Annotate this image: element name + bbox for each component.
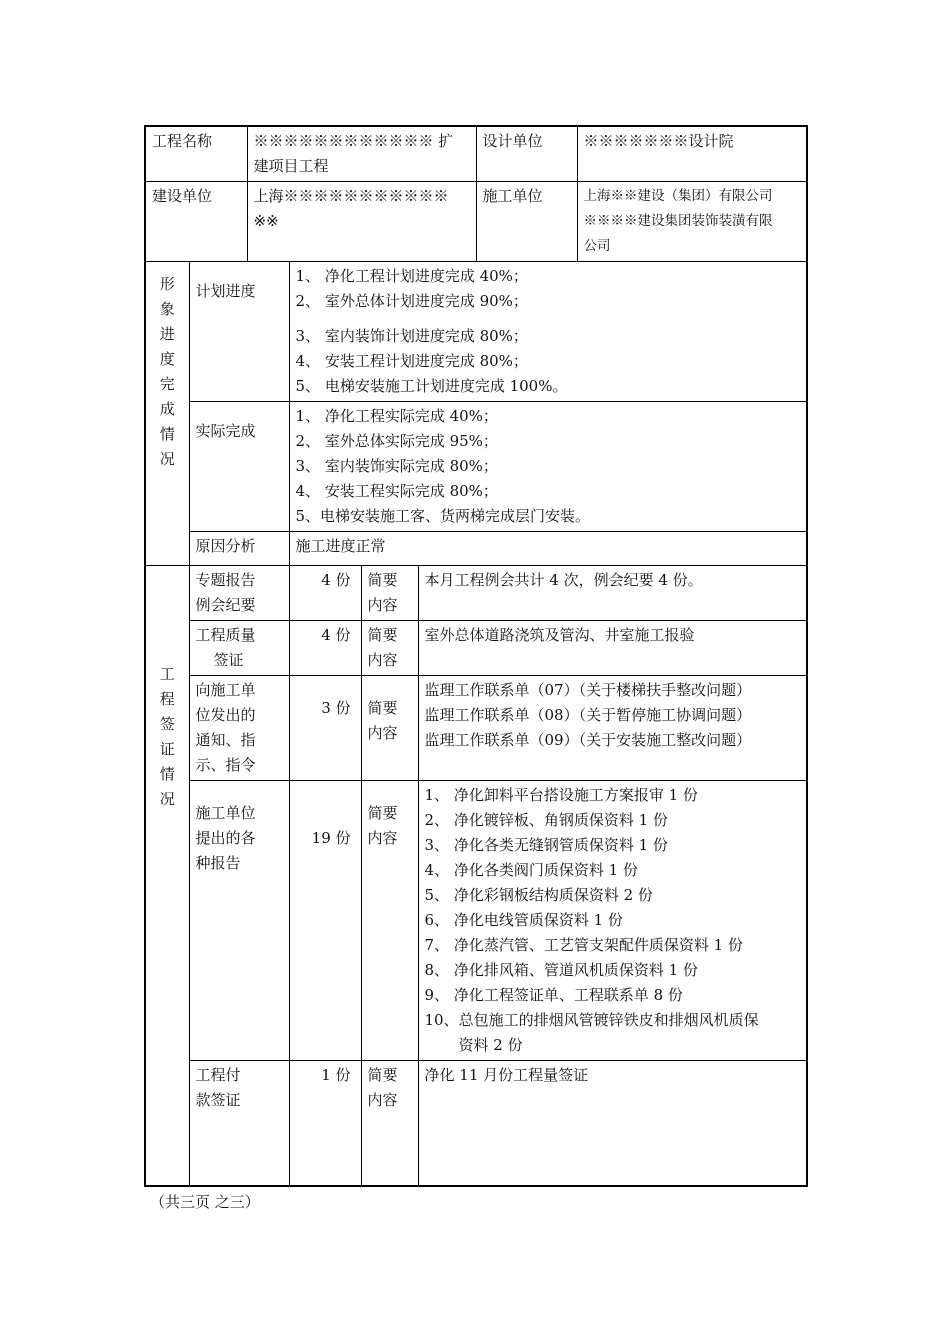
reason-label: 原因分析	[189, 532, 289, 566]
list-item: 监理工作联系单（07）（关于楼梯扶手整改问题）	[424, 681, 752, 699]
list-item: 资料 2 份	[458, 1036, 523, 1054]
visa-count: 3 份	[289, 676, 361, 781]
visa-item-label: 工程付 款签证	[189, 1061, 289, 1186]
project-name-label: 工程名称	[145, 126, 247, 182]
visa-count: 1 份	[289, 1061, 361, 1186]
visa-row-reports	[145, 781, 807, 1061]
visa-content	[418, 676, 807, 781]
list-item: 4、 净化各类阀门质保资料 1 份	[424, 861, 638, 879]
list-item: 5、电梯安装施工客、货两梯完成层门安装。	[295, 507, 591, 525]
reason-value: 施工进度正常	[289, 532, 807, 566]
page-number-note: （共三页 之三）	[150, 1193, 260, 1211]
list-item: 10、总包施工的排烟风管镀锌铁皮和排烟风机质保	[424, 1011, 759, 1029]
progress-section-label: 形 象 进 度 完 成 情 况	[145, 262, 189, 566]
visa-row-meeting	[145, 566, 807, 621]
header-row-project	[145, 126, 807, 182]
list-item: 2、 室外总体计划进度完成 90%；	[295, 292, 528, 310]
design-unit-label: 设计单位	[476, 126, 577, 182]
list-item: 2、 室外总体实际完成 95%；	[295, 432, 498, 450]
visa-count: 4 份	[289, 621, 361, 676]
summary-label: 简要 内容	[361, 676, 418, 781]
header-row-units	[145, 182, 807, 262]
visa-row-notices	[145, 676, 807, 781]
list-item: 8、 净化排风箱、管道风机质保资料 1 份	[424, 961, 698, 979]
summary-label: 简要 内容	[361, 566, 418, 621]
list-item: 2、 净化镀锌板、角钢质保资料 1 份	[424, 811, 668, 829]
build-unit-value: 上海※※※※※※※※※※※ ※※	[247, 182, 476, 262]
list-item: 6、 净化电线管质保资料 1 份	[424, 911, 623, 929]
visa-item-label: 施工单位 提出的各 种报告	[189, 781, 289, 1061]
visa-content: 室外总体道路浇筑及管沟、井室施工报验	[418, 621, 807, 676]
list-item: 5、 净化彩钢板结构质保资料 2 份	[424, 886, 653, 904]
list-item: 7、 净化蒸汽管、工艺管支架配件质保资料 1 份	[424, 936, 743, 954]
visa-item-label: 工程质量 签证	[189, 621, 289, 676]
list-item: 4、 安装工程计划进度完成 80%；	[295, 352, 528, 370]
actual-progress-list	[289, 402, 807, 532]
visa-item-label: 向施工单 位发出的 通知、指 示、指令	[189, 676, 289, 781]
visa-row-quality	[145, 621, 807, 676]
list-item: 监理工作联系单（09）（关于安装施工整改问题）	[424, 731, 752, 749]
list-item: 监理工作联系单（08）（关于暂停施工协调问题）	[424, 706, 752, 724]
list-item: 5、 电梯安装施工计划进度完成 100%。	[295, 377, 568, 395]
construction-unit-value: 上海※※建设（集团）有限公司 ※※※※建设集团装饰装潢有限 公司	[577, 182, 807, 262]
actual-progress-label: 实际完成	[189, 402, 289, 532]
supervision-report-table	[144, 125, 808, 1187]
progress-reason-row	[145, 532, 807, 566]
list-item: 3、 室内装饰计划进度完成 80%；	[295, 327, 528, 345]
visa-content: 本月工程例会共计 4 次，例会纪要 4 份。	[418, 566, 807, 621]
list-item: 4、 安装工程实际完成 80%；	[295, 482, 498, 500]
project-name-value: ※※※※※※※※※※※※ 扩 建项目工程	[247, 126, 476, 182]
progress-plan-row	[145, 262, 807, 402]
plan-progress-list	[289, 262, 807, 402]
visa-section-label: 工 程 签 证 情 况	[145, 566, 189, 1186]
plan-progress-label: 计划进度	[189, 262, 289, 402]
list-item: 3、 净化各类无缝钢管质保资料 1 份	[424, 836, 668, 854]
visa-item-label: 专题报告 例会纪要	[189, 566, 289, 621]
visa-count: 4 份	[289, 566, 361, 621]
progress-actual-row	[145, 402, 807, 532]
summary-label: 简要 内容	[361, 1061, 418, 1186]
list-item: 3、 室内装饰实际完成 80%；	[295, 457, 498, 475]
list-item: 1、 净化工程计划进度完成 40%；	[295, 267, 528, 285]
build-unit-label: 建设单位	[145, 182, 247, 262]
visa-count: 19 份	[289, 781, 361, 1061]
list-item: 1、 净化卸料平台搭设施工方案报审 1 份	[424, 786, 698, 804]
summary-label: 简要 内容	[361, 621, 418, 676]
summary-label: 简要 内容	[361, 781, 418, 1061]
construction-unit-label: 施工单位	[476, 182, 577, 262]
design-unit-value: ※※※※※※※设计院	[577, 126, 807, 182]
visa-content	[418, 781, 807, 1061]
list-item: 9、 净化工程签证单、工程联系单 8 份	[424, 986, 683, 1004]
list-item: 1、 净化工程实际完成 40%；	[295, 407, 498, 425]
visa-content: 净化 11 月份工程量签证	[418, 1061, 807, 1186]
visa-row-payment	[145, 1061, 807, 1186]
